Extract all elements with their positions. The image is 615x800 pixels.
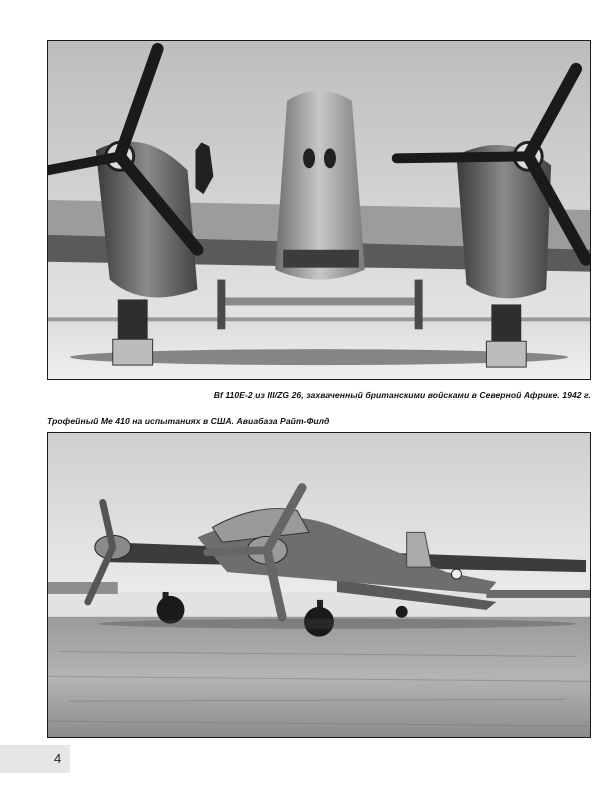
photo-caption-top: Bf 110E-2 из III/ZG 26, захваченный британскими войсками в Северной Африке. 1942 г.	[213, 390, 591, 400]
page-number: 4	[54, 751, 62, 766]
photo-me410-side-view	[47, 432, 591, 738]
photo-bf110-illustration	[48, 41, 590, 379]
photo-caption-bottom: Трофейный Me 410 на испытаниях в США. Авиабаза Райт-Филд	[47, 416, 330, 426]
photo-me410-illustration	[48, 433, 590, 737]
photo-bf110-front-view	[47, 40, 591, 380]
